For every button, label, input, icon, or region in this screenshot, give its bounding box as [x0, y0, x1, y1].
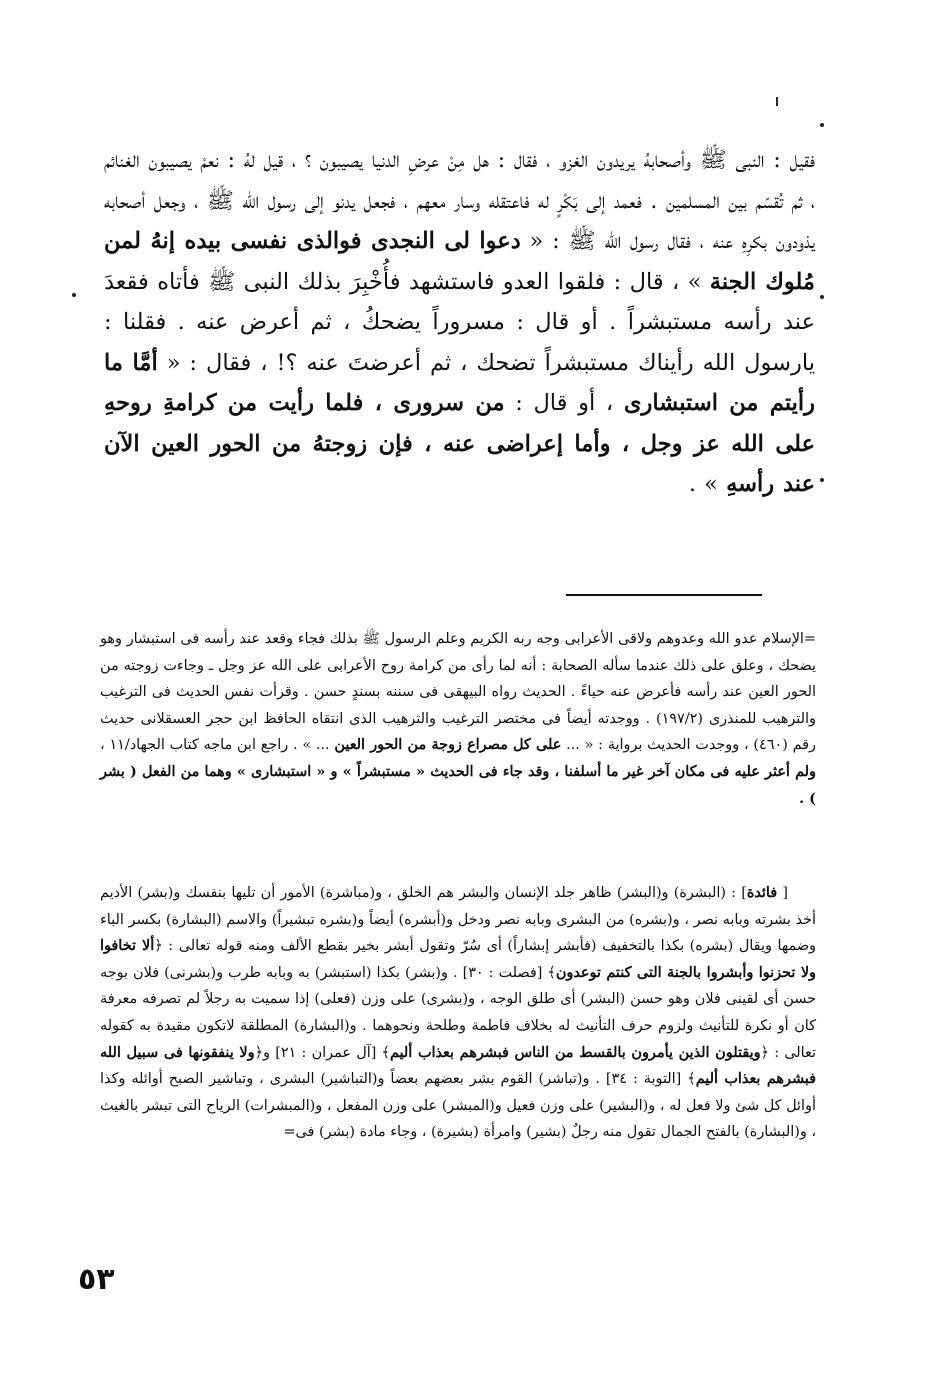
footnote-benefit-note [100, 880, 816, 1146]
footnote-segment-bold: على كل مصراع زوجة من الحور العين [334, 736, 562, 754]
margin-mark [820, 478, 824, 482]
quran-verse-bold: ولا ينفقونها فى سبيل الله فبشرهم بعذاب أليم [100, 1043, 817, 1088]
footnote-separator-rule [566, 594, 762, 596]
body-segment-bold: من سرورى ، فلما رأيت من كرامةِ روحهِ على الله عز وجل ، وأما إعراضى عنه ، فإن زوجتهُ من الحور العين الآن عند رأسهِ [104, 390, 815, 497]
footnote-segment: ﴾ [التوبة : ٣٤] . و(تباشر) القوم بشر بعضهم بعضاً و(التباشير) البشرى ، وتباشير الصبح أوائله وكذا أوائل كل شئ ولا فعل له ، و(البشير) على وزن فعيل و(المبشر) على وزن المفعل ، و(المبشرات) الرياح التى تبشر بالغيث ، و(البشارة) بالفتح الجمال تقول منه رجلٌ (بشير) وامرأة (بشيرة) ، وجاء مادة (بشر) فى= [100, 1071, 816, 1141]
body-segment: » . [688, 471, 727, 497]
main-body-text [104, 140, 815, 505]
footnote-label-bold: فائدة [746, 884, 778, 901]
body-segment: » ، قال : فلقوا العدو فاستشهد فأُخْبِرَ بذلك النبى ﷺ فأتاه فقعدَ عند رأسه مستبشراً . أو قال : مسروراً يضحكُ ، ثم أعرض عنه . فقلنا : يارسول الله رأيناك مستبشراً تضحك ، ثم أعرضتَ عنه ؟! ، فقال : « [104, 268, 815, 376]
footnote-segment: ] : (البشرة) و(البشر) ظاهر جلد الإنسان والبشر هم الخلق ، و(مباشرة) الأمور أن تليها بنفسك و(بشر) الأديم أخذ بشرته وبابه نصر ، و(بشره) من البشرى وبابه نصر ودخل و(أبشره) أيضاً و(بشره تبشيراً) والاسم (البشارة) بكسر الباء وضمها ويقال (بشره) بكذا بالتخفيف (فأبشر إبشاراً) أى سُرّ وتقول أبشر بخير بقطع الألف ومنه قوله تعالى : ﴿ [100, 885, 816, 955]
footnote-segment: ... » . راجع ابن ماجه كتاب الجهاد/١١ ، [100, 737, 335, 754]
footnote-segment-bold: ولم أعثر عليه فى مكان آخر غير ما أسلفنا ، وقد جاء فى الحديث « مستبشراً » و « استبشارى » وهما من الفعل ( بشر ) . [100, 762, 816, 807]
quran-verse-bold: ألا تخافوا ولا تحزنوا وأبشروا بالجنة التى كنتم توعدون [100, 937, 816, 981]
quran-verse-bold: ويقتلون الذين يأمرون بالقسط من الناس فبشرهم بعذاب أليم [389, 1043, 761, 1061]
margin-tick [776, 97, 778, 106]
footnote-segment: ﴾ [آل عمران : ٢١] و﴿ [254, 1044, 390, 1061]
body-segment-bold: أمَّا ما رأيتم من استبشارى [104, 349, 815, 416]
footnote-segment: [ [777, 885, 788, 901]
body-segment: فقيل : النبى ﷺ وأصحابهُ يريدون الغزو ، فقال : هل مِنْ عرضِ الدنيا يصيبون ؟ ، قيل لهُ : نعمْ يصيبون الغنائم ، ثم تُقسّم بين المسلمين . فعمد إلى بَكْرٍ له فاعتقله وسار معهم ، فجعل يدنو إلى رسول الله ﷺ ، وجعل أصحابه يذودون بكرِهِ عنه ، فقال رسول الله ﷺ : « [104, 147, 815, 254]
margin-mark [820, 123, 824, 127]
footnote-segment: ﴾ [فصلت : ٣٠] . و(بشر) بكذا (استبشر) به وبابه طرب و(بشرنى) فلان بوجه حسن أى لقينى فلان وهو حسن (البشر) أى طلق الوجه ، و(بشرى) على وزن (فعلى) إذا سميت به رجلاً لم تصرفه معرفة كان أو نكرة للتأنيث ولزوم حرف التأنيث له بخلاف فاطمة وطلحة ونحوهما . و(البشارة) المطلقة لاتكون مقيدة به كقوله تعالى : ﴿ [100, 964, 816, 1061]
margin-mark [820, 295, 824, 299]
body-segment-bold: دعوا لى النجدى فوالذى نفسى بيده إنهُ لمن مُلوك الجنة [104, 228, 815, 295]
footnote-continued [100, 626, 816, 812]
margin-mark [72, 293, 76, 297]
page-number: ٥٣ [78, 1262, 115, 1297]
body-segment: ، أو قال : [504, 390, 624, 416]
footnote-segment: =الإسلام عدو الله وعدوهم ولاقى الأعرابى وجه ربه الكريم وعلم الرسول ﷺ بذلك فجاء وقعد عند رأسه فى استبشار وهو يضحك ، وعلق على ذلك عندما سأله الصحابة : أنه لما رأى من كرامة روح الأعرابى على الله عز وجل ـ وجاءت زوجته من الحور العين عند رأسه فأعرض عنه حياءً . الحديث رواه البيهقى فى سننه بسندٍ حسن . وقرأت نفس الحديث فى الترغيب والترهيب للمنذرى (١٩٧/٢) . ووجدته أيضاً فى مختصر الترغيب والترهيب الذى انتقاه الحافظ ابن حجر العسقلانى حديث رقم (٤٦٠) ، ووجدت الحديث برواية : « ... [100, 631, 816, 754]
